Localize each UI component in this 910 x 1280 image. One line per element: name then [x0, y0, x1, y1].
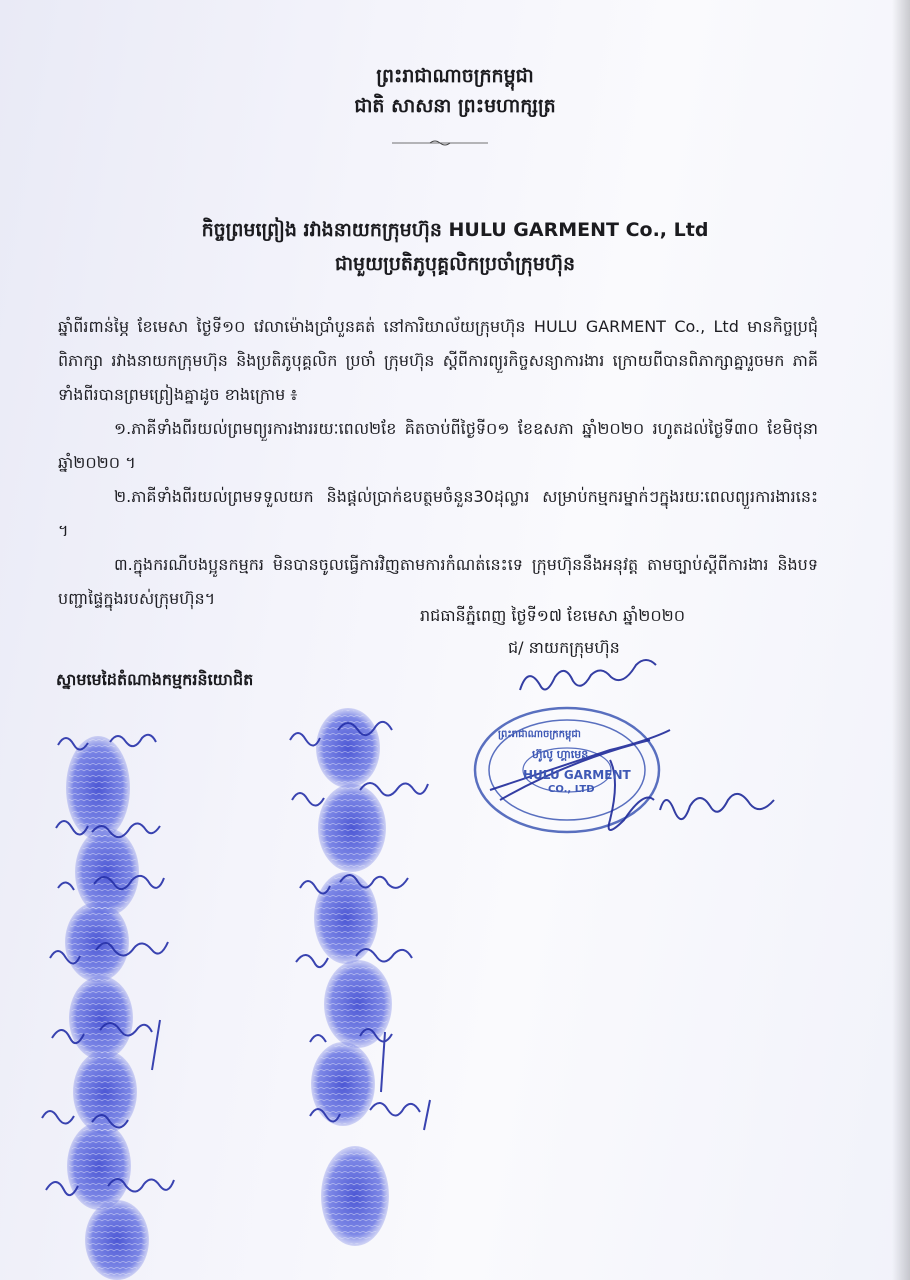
left-fingerprint-column — [65, 736, 149, 1280]
workers-thumbprint-heading: ស្នាមមេដៃតំណាងកម្មករនិយោជិត — [56, 670, 254, 689]
document-title: កិច្ចព្រមព្រៀង រវាងនាយកក្រុមហ៊ុន HULU GARMENT Co., Ltd — [201, 219, 709, 241]
date-line: រាជធានីភ្នំពេញ ថ្ងៃទី១៧ ខែមេសា ឆ្នាំ២០២០ — [420, 606, 686, 625]
agreement-item-2: ២.ភាគីទាំងពីរយល់ព្រមទទួលយក និងផ្តល់ប្រាក់ឧបត្ថមចំនួន30ដុល្លារ សម្រាប់កម្មករម្នាក់ៗក្នុងរយៈពេលព្យួរការងារនេះ ។ — [58, 487, 818, 540]
stamp-text-top: ព្រះរាជាណាចក្រកម្ពុជា — [498, 729, 581, 740]
kingdom-heading: ព្រះរាជាណាចក្រកម្ពុជា — [376, 65, 534, 87]
stamp-text-en1: HULU GARMENT — [523, 768, 631, 782]
document-subtitle: ជាមួយប្រតិភូបុគ្គលិកប្រចាំក្រុមហ៊ុន — [334, 253, 576, 275]
stamp-text-middle: ហ៊ូលូ ហ្គាមេន — [532, 748, 589, 761]
agreement-item-1: ១.ភាគីទាំងពីរយល់ព្រមព្យួរការងាររយៈពេល២ខែ គិតចាប់ពីថ្ងៃទី០១ ខែឧសភា ឆ្នាំ២០២០ រហូតដល់ថ្ងៃទី៣០ ខែមិថុនា ឆ្នាំ២០២០ ។ — [58, 419, 818, 472]
page-edge-shadow — [892, 0, 910, 1280]
stamp-text-en2: CO., LTD — [548, 784, 595, 795]
for-director-label: ជ/ នាយកក្រុមហ៊ុន — [508, 638, 620, 657]
intro-paragraph: ឆ្នាំពីរពាន់ម្ភៃ ខែមេសា ថ្ងៃទី១០ វេលាម៉ោងប្រាំបួនគត់ នៅការិយាល័យក្រុមហ៊ុន HULU GARMENT Co., Ltd មានកិច្ចប្រជុំពិភាក្សា រវាងនាយកក្រុមហ៊ុន និងប្រតិភូបុគ្គលិក ប្រចាំ ក្រុមហ៊ុន ស្តីពីការព្យួរកិច្ចសន្យាការងារ ក្រោយពីបានពិភាក្សាគ្នារួចមក ភាគីទាំងពីរបានព្រមព្រៀងគ្នាដូច ខាងក្រោម ៖ — [58, 317, 818, 404]
national-motto: ជាតិ សាសនា ព្រះមហាក្សត្រ — [354, 95, 556, 117]
agreement-item-3: ៣.ក្នុងករណីបងប្អូនកម្មករ មិនបានចូលធ្វើការវិញតាមការកំណត់នេះទេ ក្រុមហ៊ុននឹងអនុវត្ត តាមច្បាប់ស្តីពីការងារ និងបទបញ្ជាផ្ទៃក្នុងរបស់ក្រុមហ៊ុន។ — [58, 555, 818, 608]
